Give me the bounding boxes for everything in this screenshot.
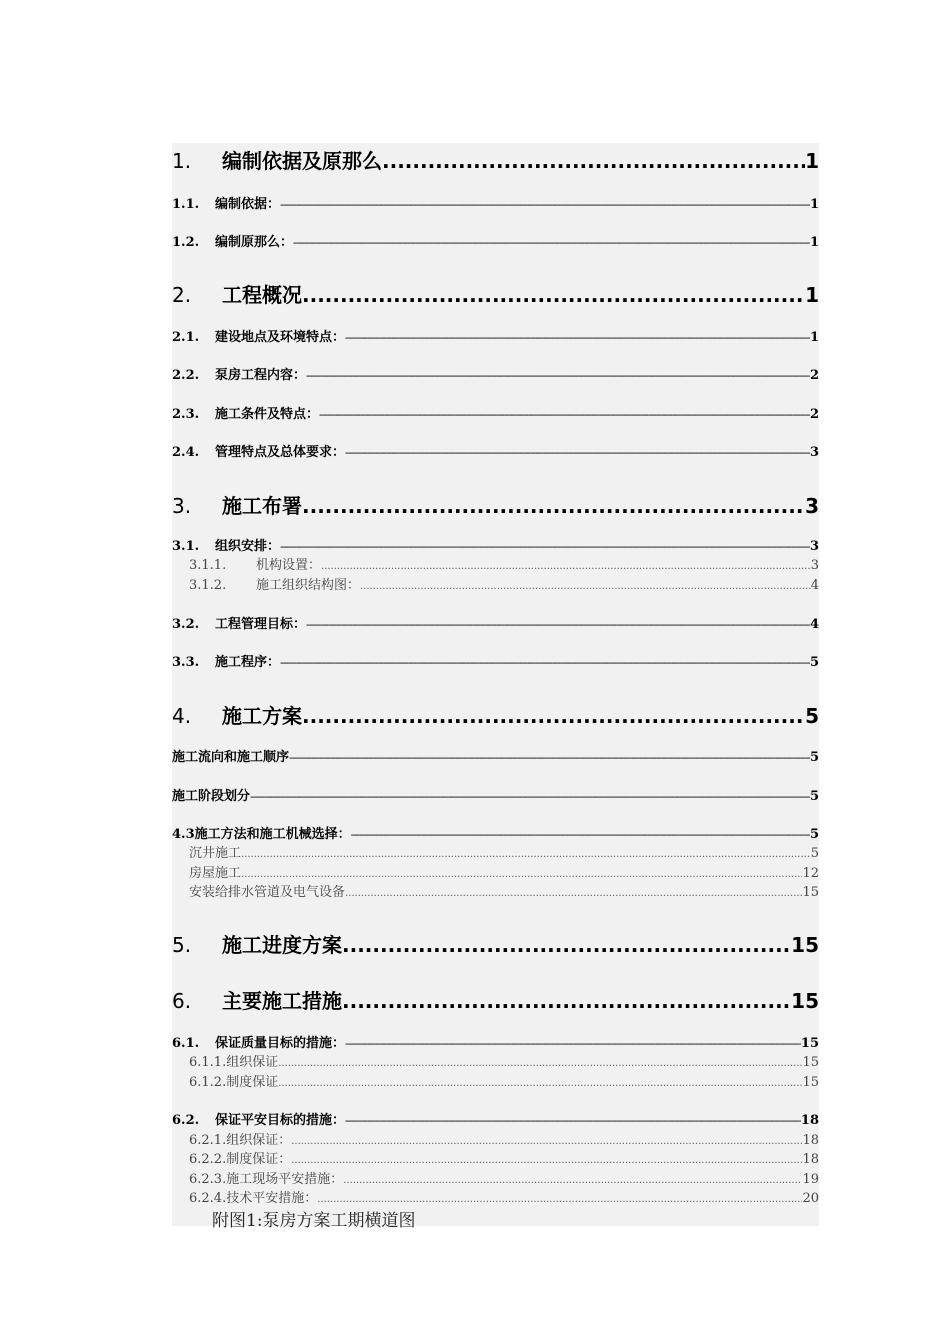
toc-title: 工程概况 [222,283,302,307]
toc-title: 施工进度方案 [222,933,342,957]
toc-title: 泵房工程内容： [215,368,307,383]
toc-page-number: 3 [810,558,819,573]
toc-heading-2[interactable] [172,279,819,308]
dot-leader [342,989,791,1013]
toc-entry-4-1[interactable] [172,746,819,765]
toc-page-number: 19 [802,1172,819,1187]
toc-title: 管理特点及总体要求： [215,445,346,460]
toc-title: 6.2.2.制度保证： [189,1152,292,1167]
dot-leader [291,1136,802,1147]
toc-title: 编制原那么： [215,235,294,250]
dot-leader [302,494,805,518]
toc-page-number: 1 [809,330,819,345]
toc-title: 建设地点及环境特点： [215,330,346,345]
toc-page-number: 3 [809,445,819,460]
toc-number: 3. [172,494,192,518]
dot-leader [291,1155,802,1166]
toc-page-number: 15 [802,1075,819,1090]
toc-number: 3.1.1. [189,558,227,573]
dash-leader [289,751,810,764]
toc-page-number: 1 [805,283,819,307]
toc-entry-1-1[interactable] [172,193,819,212]
toc-page-number: 15 [791,933,819,957]
toc-number: 3.1. [172,539,200,554]
dash-leader [280,656,810,669]
toc-title: 施工程序： [215,655,281,670]
toc-entry-4-3-2[interactable] [189,862,819,881]
toc-entry-6-1-1[interactable] [189,1051,819,1070]
toc-page-number: 18 [802,1152,819,1167]
toc-entry-3-1-2[interactable] [172,574,819,593]
toc-page-number: 15 [791,989,819,1013]
toc-title: 6.2.1.组织保证： [189,1133,292,1148]
dot-leader [345,888,802,899]
toc-title: 组织安排： [215,539,281,554]
toc-number: 3.3. [172,655,200,670]
toc-title: 施工布署 [222,494,302,518]
toc-page-number: 5 [810,846,819,861]
toc-number: 6.2. [172,1113,200,1128]
dot-leader [302,704,805,728]
toc-number: 6. [172,989,192,1013]
toc-page-number: 15 [802,885,819,900]
dot-leader [278,1078,802,1089]
toc-page-number: 2 [809,368,819,383]
toc-title: 6.2.4.技术平安措施： [189,1191,318,1206]
toc-entry-2-4[interactable] [172,441,819,460]
toc-entry-6-1-2[interactable] [189,1071,819,1090]
toc-page-number: 15 [800,1036,819,1051]
dot-leader [302,283,805,307]
appendix-entry[interactable]: 附图1:泵房方案工期横道图 [212,1211,416,1231]
dot-leader [360,581,811,592]
toc-page-number: 5 [809,789,819,804]
toc-number: 2.4. [172,445,200,460]
toc-title: 安装给排水管道及电气设备 [189,885,346,900]
toc-title: 施工方案 [222,704,302,728]
toc-page-number: 20 [802,1191,819,1206]
toc-entry-6-2-1[interactable] [189,1129,819,1148]
toc-page-number: 18 [802,1133,819,1148]
toc-entry-4-3-1[interactable] [189,842,819,861]
dash-leader [306,369,810,382]
toc-title: 机构设置： [256,558,322,573]
dot-leader [342,933,791,957]
toc-number: 1.1. [172,197,200,212]
toc-page-number: 1 [805,149,819,173]
toc-title: 主要施工措施 [222,989,342,1013]
toc-heading-5[interactable] [172,929,819,958]
dash-leader [345,331,810,344]
toc-entry-6-2-3[interactable] [189,1168,819,1187]
toc-page-number: 15 [802,1055,819,1070]
toc-entry-2-2[interactable] [172,364,819,383]
toc-page-number: 12 [802,866,819,881]
toc-page-number: 3 [805,494,819,518]
dot-leader [278,1058,802,1069]
dash-leader [319,408,810,421]
toc-title: 施工组织结构图： [256,578,361,593]
toc-heading-6[interactable] [172,985,819,1014]
toc-page-number: 5 [805,704,819,728]
toc-title: 编制依据及原那么 [222,149,382,173]
toc-number: 2. [172,283,192,307]
toc-page-number: 1 [809,197,819,212]
dash-leader [293,236,810,249]
toc-entry-3-2[interactable] [172,613,819,632]
toc-entry-2-1[interactable] [172,326,819,345]
toc-number: 3.2. [172,617,200,632]
dash-leader [306,618,810,631]
toc-entry-3-1-1[interactable] [172,554,819,573]
toc-number: 5. [172,933,192,957]
toc-heading-1[interactable] [172,145,819,174]
toc-page-number: 4 [809,617,819,632]
dot-leader [343,1175,802,1186]
toc-entry-4-2[interactable] [172,785,819,804]
toc-title: 保证平安目标的措施： [215,1113,346,1128]
dash-leader [280,540,810,553]
dash-leader [345,1037,801,1050]
toc-page-number: 18 [800,1113,819,1128]
dash-leader [250,790,810,803]
toc-entry-4-3[interactable] [172,823,819,842]
toc-page-number: 5 [809,827,819,842]
toc-entry-1-2[interactable] [172,231,819,250]
toc-number: 4. [172,704,192,728]
dot-leader [241,849,811,860]
toc-title: 施工阶段划分 [172,789,251,804]
toc-entry-2-3[interactable] [172,403,819,422]
toc-title: 6.2.3.施工现场平安措施： [189,1172,344,1187]
toc-number: 2.1. [172,330,200,345]
dash-leader [280,198,810,211]
toc-title: 工程管理目标： [215,617,307,632]
toc-page-number: 2 [809,407,819,422]
toc-title: 6.1.2.制度保证 [189,1075,279,1090]
toc-title: 沉井施工 [189,846,242,861]
toc-number: 1.2. [172,235,200,250]
toc-entry-6-2-2[interactable] [189,1148,819,1167]
toc-number: 2.2. [172,368,200,383]
dot-leader [317,1194,802,1205]
toc-page-number: 5 [809,750,819,765]
toc-number: 6.1. [172,1036,200,1051]
toc-page-number: 1 [809,235,819,250]
toc-title: 6.1.1.组织保证 [189,1055,279,1070]
toc-entry-3-3[interactable] [172,651,819,670]
dot-leader [382,149,805,173]
toc-entry-6-2-4[interactable] [189,1187,819,1206]
toc-entry-6-1[interactable] [172,1032,819,1051]
toc-page-number: 3 [809,539,819,554]
toc-entry-4-3-3[interactable] [189,881,819,900]
dash-leader [345,446,810,459]
toc-page-number: 4 [810,578,819,593]
toc-title: 编制依据： [215,197,281,212]
dot-leader [241,869,802,880]
toc-entry-3-1[interactable] [172,535,819,554]
toc-entry-6-2[interactable] [172,1109,819,1128]
toc-heading-4[interactable] [172,700,819,729]
toc-title: 施工流向和施工顺序 [172,750,290,765]
toc-number: 3.1.2. [189,578,227,593]
toc-page-number: 5 [809,655,819,670]
dot-leader [321,561,811,572]
dash-leader [351,828,810,841]
toc-title: 施工条件及特点： [215,407,320,422]
toc-title: 4.3施工方法和施工机械选择： [172,827,351,842]
toc-title: 房屋施工 [189,866,242,881]
toc-number: 2.3. [172,407,200,422]
toc-number: 1. [172,149,192,173]
table-of-contents [172,143,819,1231]
dash-leader [345,1114,801,1127]
toc-heading-3[interactable] [172,490,819,519]
toc-title: 保证质量目标的措施： [215,1036,346,1051]
